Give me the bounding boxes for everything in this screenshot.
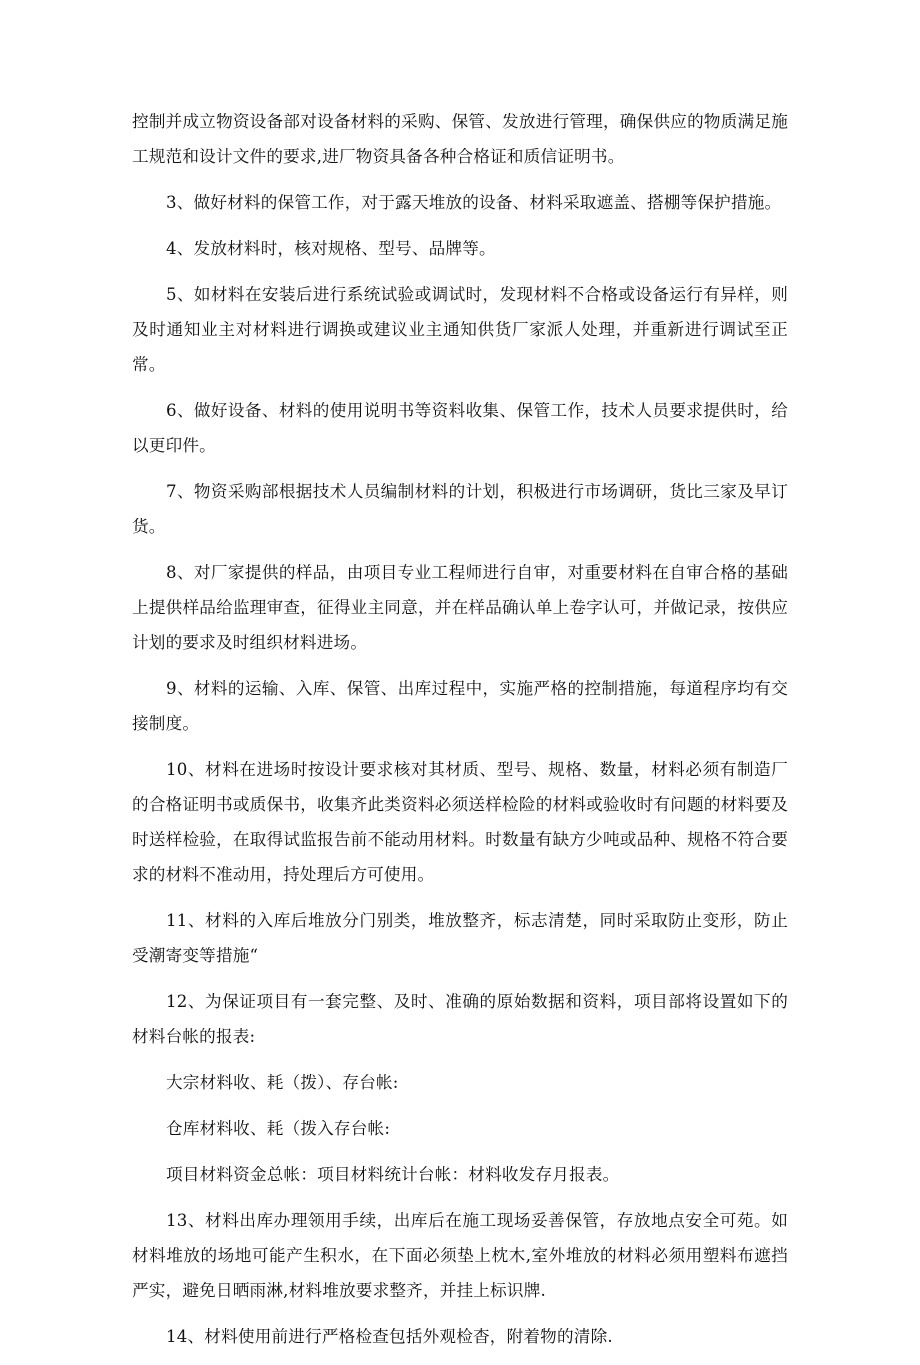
paragraph-item-11: 11、材料的入库后堆放分门别类，堆放整齐，标志清楚，同时采取防止变形，防止受潮寄变等措施“: [132, 911, 788, 965]
paragraph-item-10: 10、材料在进场时按设计要求核对其材质、型号、规格、数量，材料必须有制造厂的合格证明书或质保书，收集齐此类资料必须送样检险的材料或验收时有问题的材料要及时送样检验，在取得试监报告前不能动用材料。时数量有缺方少吨或品种、规格不符合要求的材料不准动用，持处理后方可使用。: [132, 760, 788, 884]
paragraph-continued: 控制并成立物资设备部对设备材料的采购、保管、发放进行管理，确保供应的物质满足施工规范和设计文件的要求,进厂物资具备各种合格证和质信证明书。: [132, 112, 788, 166]
ledger-item-bulk-materials: 大宗材料收、耗（拨）、存台帐:: [166, 1073, 399, 1092]
ledger-item-warehouse-materials: 仓库材料收、耗（拨入存台帐:: [166, 1119, 391, 1138]
paragraph-item-3: 3、做好材料的保管工作，对于露天堆放的设备、材料采取遮盖、搭棚等保护措施。: [166, 193, 782, 212]
paragraph-item-12: 12、为保证项目有一套完整、及时、准确的原始数据和资料，项目部将设置如下的材料台帐的报表:: [132, 992, 788, 1046]
ledger-item-project-accounts: 项目材料资金总帐：项目材料统计台帐：材料收发存月报表。: [166, 1165, 620, 1184]
paragraph-item-8: 8、对厂家提供的样品，由项目专业工程师进行自审，对重要材料在自审合格的基础上提供样品给监理审查，征得业主同意，并在样品确认单上卷字认可，并做记录，按供应计划的要求及时组织材料进场。: [132, 563, 788, 652]
document-body: [132, 104, 788, 1365]
paragraph-item-9: 9、材料的运输、入库、保管、出库过程中，实施严格的控制措施，每道程序均有交接制度。: [132, 679, 788, 733]
paragraph-item-7: 7、物资采购部根据技术人员编制材料的计划，积极进行市场调研，货比三家及早订货。: [132, 482, 788, 536]
paragraph-item-13: 13、材料出库办理领用手续，出库后在施工现场妥善保管，存放地点安全可苑。如材料堆放的场地可能产生积水，在下面必须垫上枕木,室外堆放的材料必须用塑料布遮挡严实，避免日晒雨淋,材料堆放要求整齐，并挂上标识牌.: [132, 1211, 788, 1300]
paragraph-item-5: 5、如材料在安装后进行系统试验或调试时，发现材料不合格或设备运行有异样，则及时通知业主对材料进行调换或建议业主通知供货厂家派人处理，并重新进行调试至正常。: [132, 285, 788, 374]
paragraph-item-14: 14、材料使用前进行严格检查包括外观检杳，附着物的清除.: [166, 1327, 613, 1346]
paragraph-item-6: 6、做好设备、材料的使用说明书等资料收集、保管工作，技术人员要求提供时，给以更印件。: [132, 401, 788, 455]
paragraph-item-4: 4、发放材料时，核对规格、型号、品牌等。: [166, 239, 496, 258]
